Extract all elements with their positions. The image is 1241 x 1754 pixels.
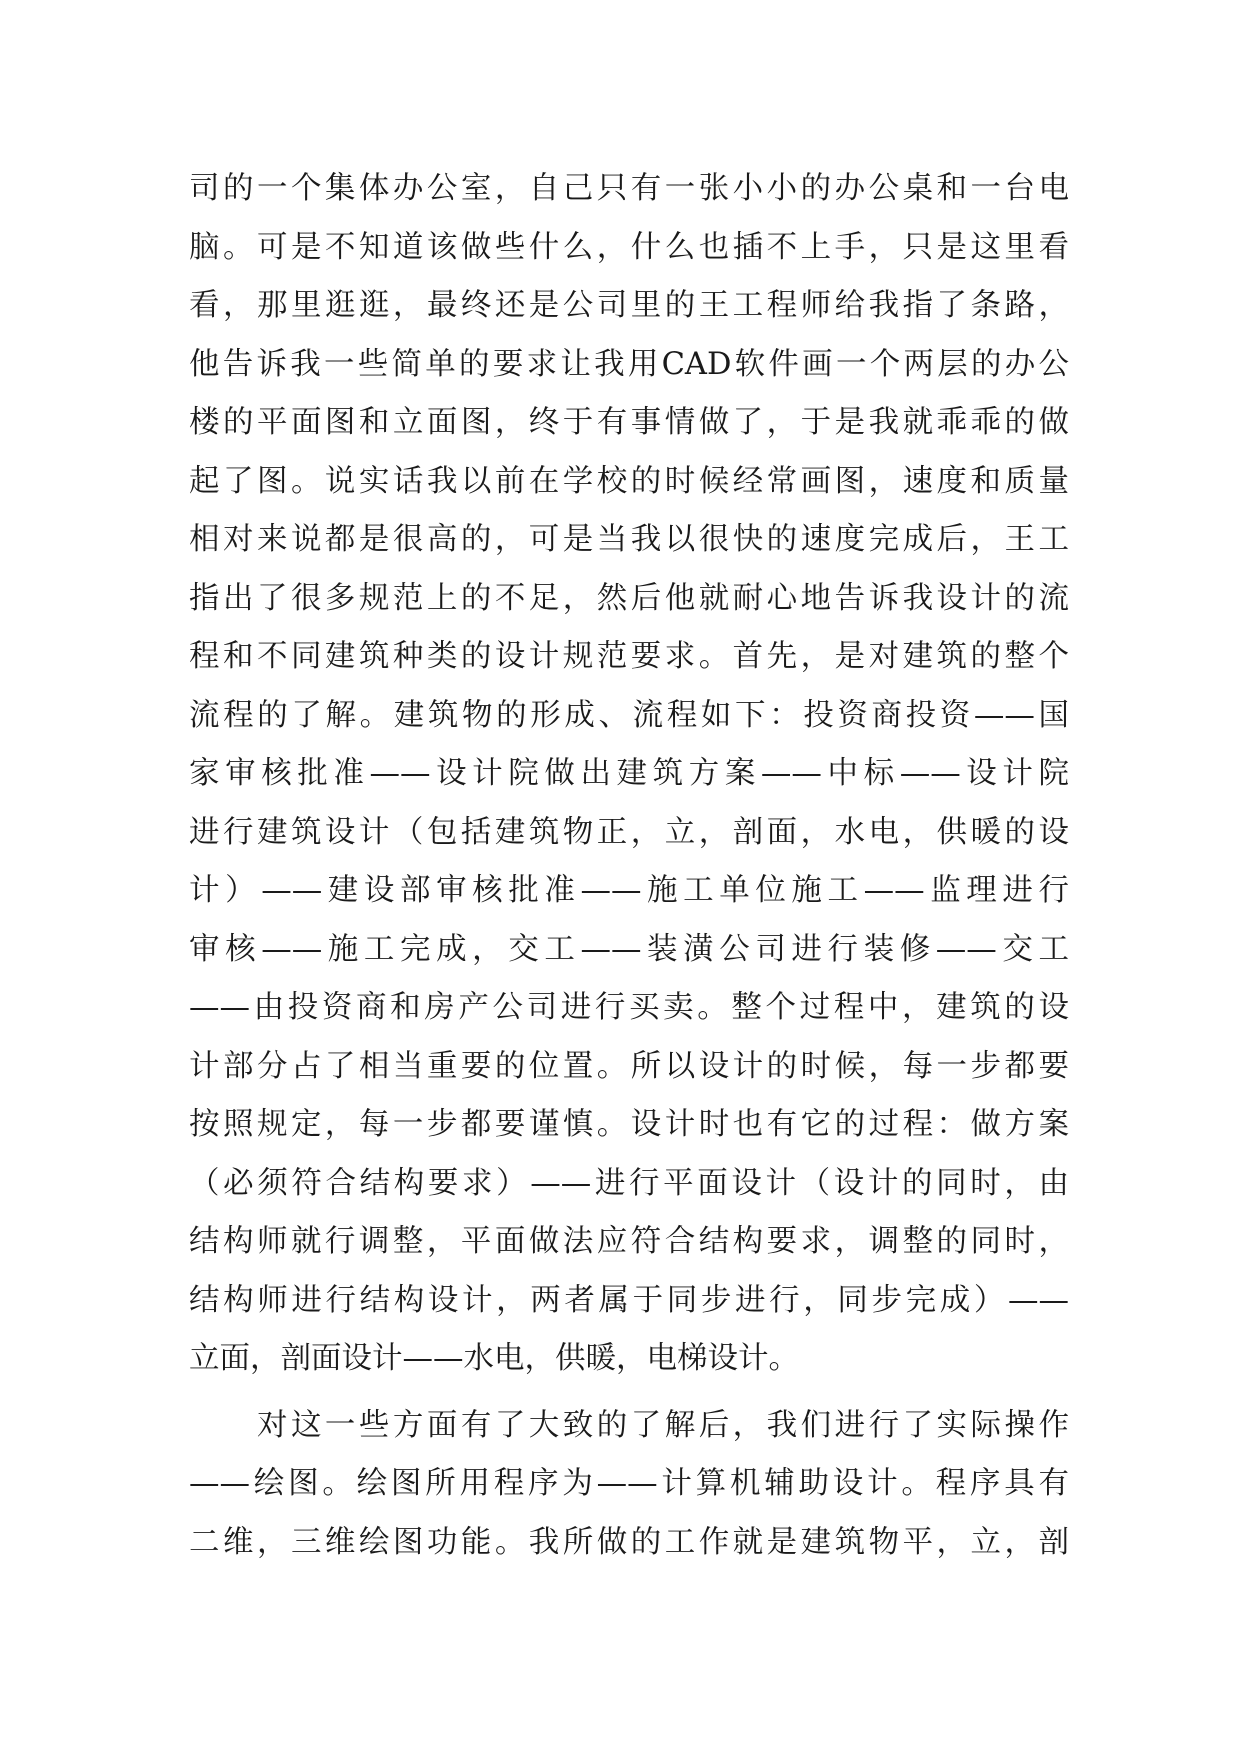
text-line: 结构师进行结构设计，两者属于同步进行，同步完成）—— (189, 1282, 1069, 1318)
text-line: 计部分占了相当重要的位置。所以设计的时候，每一步都要 (189, 1048, 1069, 1084)
text-line: 审核——施工完成，交工——装潢公司进行装修——交工 (189, 931, 1069, 967)
text-line: 二维，三维绘图功能。我所做的工作就是建筑物平，立，剖 (189, 1524, 1069, 1560)
text-line: 按照规定，每一步都要谨慎。设计时也有它的过程：做方案 (189, 1107, 1069, 1142)
text-line-paragraph-end: 立面，剖面设计——水电，供暖，电梯设计。 (189, 1341, 799, 1376)
text-line: 结构师就行调整，平面做法应符合结构要求，调整的同时， (189, 1224, 1069, 1259)
body-text (189, 160, 1069, 1572)
text-line: 流程的了解。建筑物的形成、流程如下：投资商投资——国 (189, 697, 1069, 733)
text-line: 相对来说都是很高的，可是当我以很快的速度完成后，王工 (189, 522, 1069, 557)
text-line: 计）——建设部审核批准——施工单位施工——监理进行 (189, 873, 1069, 908)
text-line: 他告诉我一些简单的要求让我用CAD软件画一个两层的办公 (189, 346, 1069, 382)
text-line: 进行建筑设计（包括建筑物正，立，剖面，水电，供暖的设 (189, 814, 1069, 850)
text-line: ——由投资商和房产公司进行买卖。整个过程中，建筑的设 (189, 990, 1069, 1025)
text-line-paragraph-start: 对这一些方面有了大致的了解后，我们进行了实际操作 (189, 1407, 1069, 1443)
text-line: 程和不同建筑种类的设计规范要求。首先，是对建筑的整个 (189, 639, 1069, 674)
text-line: （必须符合结构要求）——进行平面设计（设计的同时，由 (189, 1165, 1069, 1201)
text-line: 司的一个集体办公室，自己只有一张小小的办公桌和一台电 (189, 171, 1069, 206)
text-line: 看，那里逛逛，最终还是公司里的王工程师给我指了条路， (189, 288, 1069, 323)
text-line: 指出了很多规范上的不足，然后他就耐心地告诉我设计的流 (189, 580, 1069, 616)
text-line: 楼的平面图和立面图，终于有事情做了，于是我就乖乖的做 (189, 405, 1069, 440)
text-line: 起了图。说实话我以前在学校的时候经常画图，速度和质量 (189, 463, 1069, 499)
text-line: 脑。可是不知道该做些什么，什么也插不上手，只是这里看 (189, 229, 1069, 265)
text-line: 家审核批准——设计院做出建筑方案——中标——设计院 (189, 756, 1069, 791)
text-line: ——绘图。绘图所用程序为——计算机辅助设计。程序具有 (189, 1466, 1069, 1501)
